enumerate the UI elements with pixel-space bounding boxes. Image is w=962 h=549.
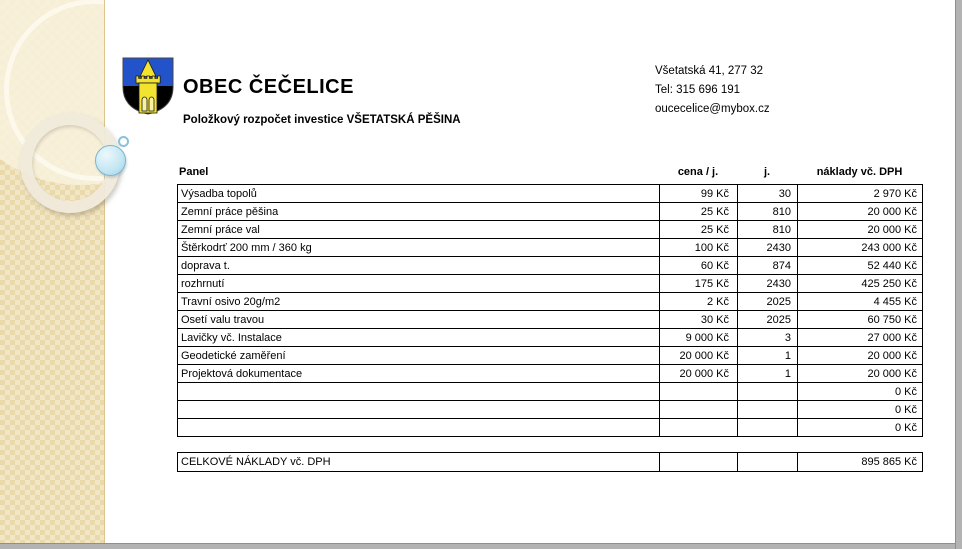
table-cell: 52 440 Kč [798,257,923,275]
total-quantity-cell [738,453,798,472]
decorative-sidebar [0,0,105,543]
table-cell: Osetí valu travou [178,311,660,329]
table-cell: 9 000 Kč [660,329,738,347]
table-cell: 3 [738,329,798,347]
table-cell: 20 000 Kč [798,365,923,383]
municipality-coat-of-arms-icon [122,57,174,120]
table-cell: 1 [738,347,798,365]
table-row [178,275,923,293]
table-cell: 0 Kč [798,401,923,419]
table-cell: Travní osivo 20g/m2 [178,293,660,311]
document-subtitle: Položkový rozpočet investice VŠETATSKÁ PĚŠINA [183,114,461,126]
table-cell: 874 [738,257,798,275]
table-cell: 25 Kč [660,221,738,239]
total-value: 895 865 Kč [798,453,923,472]
table-cell: 2025 [738,293,798,311]
table-cell: 20 000 Kč [798,221,923,239]
canvas-right-edge [955,0,962,549]
contact-email: oucecelice@mybox.cz [655,103,770,115]
table-cell: 175 Kč [660,275,738,293]
table-cell: 4 455 Kč [798,293,923,311]
table-row [178,419,923,437]
table-row [178,329,923,347]
table-cell: Výsadba topolů [178,185,660,203]
table-cell: 2430 [738,239,798,257]
table-cell: 810 [738,203,798,221]
table-cell: 243 000 Kč [798,239,923,257]
table-row [178,365,923,383]
items-table-body [178,185,923,437]
table-cell [660,383,738,401]
table-cell: 2 Kč [660,293,738,311]
table-cell: 1 [738,365,798,383]
table-cell: 60 750 Kč [798,311,923,329]
table-cell: doprava t. [178,257,660,275]
table-cell: 425 250 Kč [798,275,923,293]
table-cell [738,383,798,401]
total-table [177,452,923,472]
table-cell: 20 000 Kč [660,347,738,365]
table-cell: 30 [738,185,798,203]
total-unit-price-cell [660,453,738,472]
table-row [178,257,923,275]
table-cell [660,419,738,437]
table-cell: 0 Kč [798,383,923,401]
table-cell [660,401,738,419]
table-cell: Štěrkodrť 200 mm / 360 kg [178,239,660,257]
table-row [178,347,923,365]
table-cell: 0 Kč [798,419,923,437]
table-cell: Geodetické zaměření [178,347,660,365]
small-circle-icon [118,136,129,147]
blue-bubble-icon [95,145,126,176]
column-header-panel: Panel [179,166,209,178]
contact-phone: Tel: 315 696 191 [655,84,741,96]
table-cell: 2 970 Kč [798,185,923,203]
column-header-quantity: j. [763,166,771,178]
total-row [178,453,923,472]
table-cell: 20 000 Kč [798,203,923,221]
table-row [178,239,923,257]
table-cell: 25 Kč [660,203,738,221]
table-cell: 20 000 Kč [660,365,738,383]
table-cell: 30 Kč [660,311,738,329]
table-row [178,383,923,401]
table-cell: 20 000 Kč [798,347,923,365]
column-header-unit-price: cena / j. [677,166,719,178]
table-cell: Lavičky vč. Instalace [178,329,660,347]
page-title: OBEC ČEČELICE [183,76,354,98]
table-cell: 60 Kč [660,257,738,275]
table-cell: Projektová dokumentace [178,365,660,383]
table-row [178,293,923,311]
total-label: CELKOVÉ NÁKLADY vč. DPH [178,453,660,472]
table-cell: 27 000 Kč [798,329,923,347]
table-row [178,221,923,239]
contact-address: Všetatská 41, 277 32 [655,65,764,77]
table-cell: 2025 [738,311,798,329]
table-row [178,401,923,419]
table-cell: 810 [738,221,798,239]
table-row [178,311,923,329]
table-cell [738,401,798,419]
table-cell: rozhrnutí [178,275,660,293]
table-cell: Zemní práce val [178,221,660,239]
table-cell [738,419,798,437]
canvas-bottom-edge [0,543,962,549]
table-row [178,185,923,203]
table-cell: 2430 [738,275,798,293]
table-row [178,203,923,221]
budget-items-table [177,184,923,437]
table-column-headers [177,166,922,184]
table-cell [178,401,660,419]
table-cell: Zemní práce pěšina [178,203,660,221]
table-cell [178,383,660,401]
contact-block [655,62,770,119]
table-cell: 99 Kč [660,185,738,203]
table-cell: 100 Kč [660,239,738,257]
table-cell [178,419,660,437]
column-header-cost: náklady vč. DPH [816,166,903,178]
